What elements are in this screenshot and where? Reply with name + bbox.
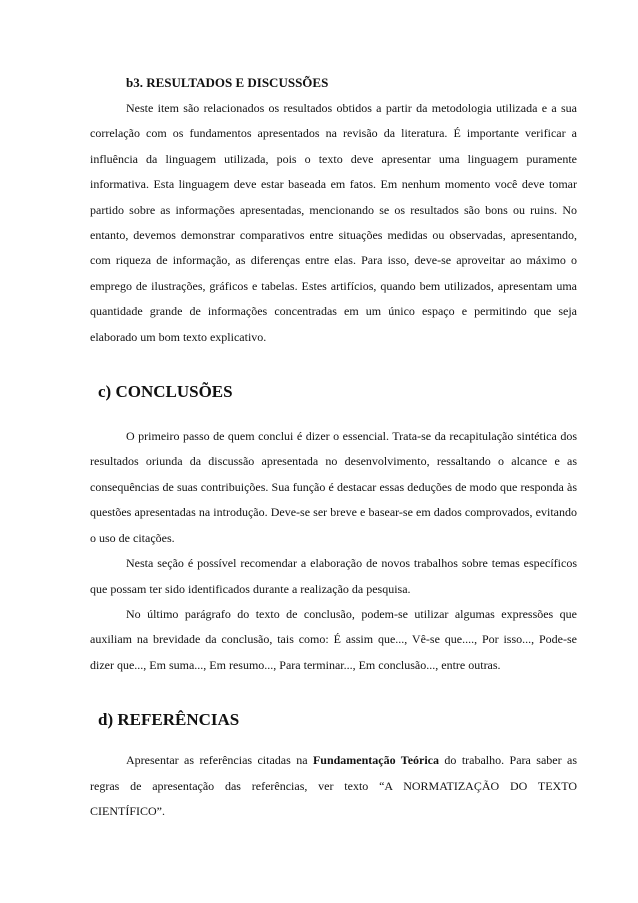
section-heading-resultados: b3. RESULTADOS E DISCUSSÕES: [126, 75, 329, 90]
paragraph-conclusoes-3: No último parágrafo do texto de conclusão, podem-se utilizar algumas expressões que auxiliam na brevidade da conclusão, tais como: É assim que..., Vê-se que...., Por isso..., Pode-se dizer que..., Em suma..., Em resumo..., Para terminar..., Em conclusão..., entre outras.: [90, 606, 577, 672]
paragraph-referencias: [90, 748, 577, 824]
paragraph-resultados: Neste item são relacionados os resultados obtidos a partir da metodologia utilizada e a sua correlação com os fundamentos apresentados na revisão da literatura. É importante verificar a influência da linguagem utilizada, pois o texto deve apresentar uma linguagem puramente informativa. Esta linguagem deve estar baseada em fatos. Em nenhum momento você deve tomar partido sobre as informações apresentadas, mencionando se os resultados são bons ou ruins. No entanto, devemos demonstrar comparativos entre situações medidas ou observadas, apresentando, com riqueza de informação, as diferenças entre elas. Para isso, deve-se aproveitar ao máximo o emprego de ilustrações, gráficos e tabelas. Estes artifícios, quando bem utilizados, apresentam uma quantidade grande de informações concentradas em um único espaço e permitindo que seja elaborado um bom texto explicativo.: [90, 101, 577, 344]
referencias-text-start: Apresentar as referências citadas na: [126, 753, 313, 768]
section-heading-conclusoes: c) CONCLUSÕES: [98, 382, 233, 402]
paragraph-conclusoes-1: O primeiro passo de quem conclui é dizer o essencial. Trata-se da recapitulação sintética dos resultados oriunda da discussão apresentada no desenvolvimento, ressaltando o alcance e as consequências de suas contribuições. Sua função é destacar essas deduções de modo que responda às questões apresentadas na introdução. Deve-se ser breve e basear-se em dados comprovados, evitando o uso de citações.: [90, 429, 577, 545]
document-page: [90, 70, 577, 824]
paragraph-conclusoes-2: Nesta seção é possível recomendar a elaboração de novos trabalhos sobre temas específicos que possam ter sido identificados durante a realização da pesquisa.: [90, 556, 577, 596]
fundamentacao-teorica-emphasis: Fundamentação Teórica: [312, 753, 440, 768]
section-heading-referencias: d) REFERÊNCIAS: [98, 710, 240, 730]
referencias-text-end: do trabalho. Para saber as regras de apresentação das referências, ver texto “A NORMATIZAÇÃO DO TEXTO CIENTÍFICO”.: [90, 753, 577, 818]
